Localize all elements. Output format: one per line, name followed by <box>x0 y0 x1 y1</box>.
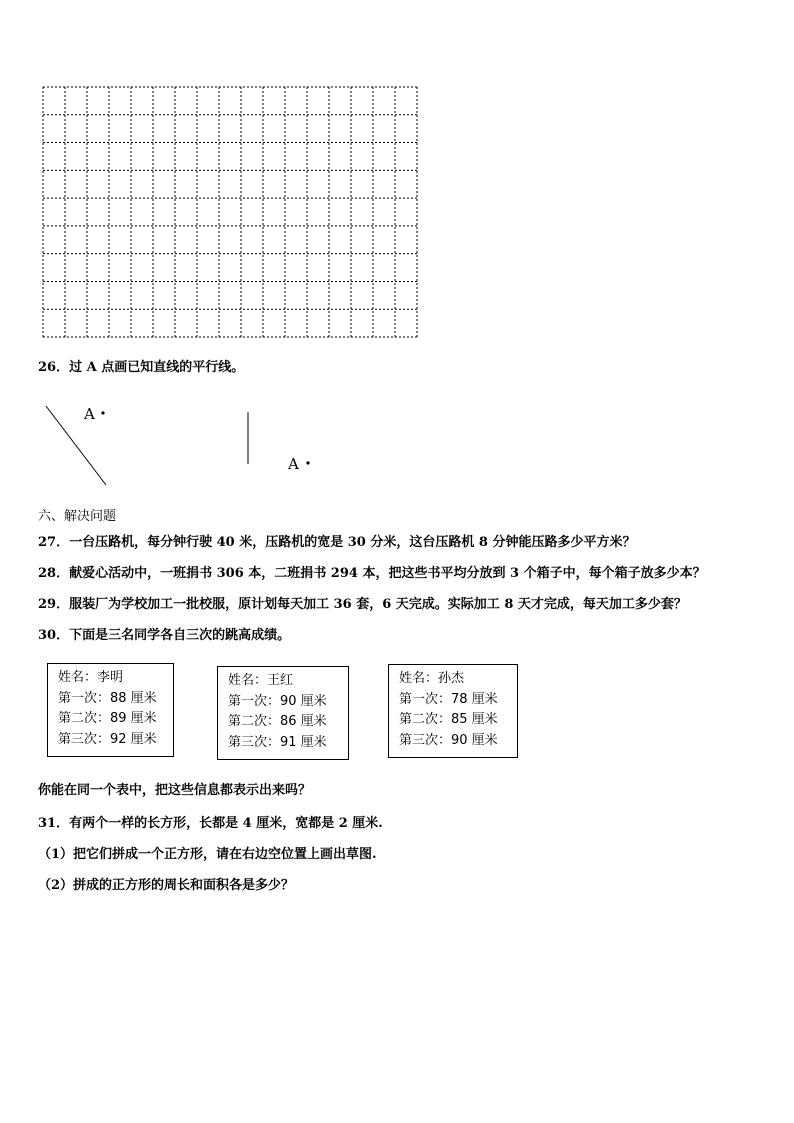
question-30: 30．下面是三名同学各自三次的跳高成绩。 <box>38 628 291 643</box>
score-card-li-ming <box>47 663 174 757</box>
card-name: 姓名：王红 <box>228 673 294 688</box>
point-a-dot-2 <box>306 461 309 464</box>
question-31-part-2: （2）拼成的正方形的周长和面积各是多少？ <box>38 878 295 893</box>
card-line: 第一次：90 厘米 <box>228 693 327 709</box>
question-29: 29．服装厂为学校加工一批校服，原计划每天加工 36 套，6 天完成。实际加工 8 天才完成，每天加工多少套？ <box>38 597 687 612</box>
card-line: 第三次：91 厘米 <box>228 734 327 750</box>
point-a-label-2: A <box>288 455 299 473</box>
score-card-sun-jie <box>388 664 518 758</box>
question-30-followup: 你能在同一个表中，把这些信息都表示出来吗？ <box>38 783 312 798</box>
question-31-part-1: （1）把它们拼成一个正方形，请在右边空位置上画出草图. <box>38 847 377 862</box>
card-name: 姓名：孙杰 <box>399 671 465 686</box>
question-31: 31．有两个一样的长方形，长都是 4 厘米，宽都是 2 厘米. <box>38 816 383 831</box>
slanted-line <box>46 406 106 485</box>
card-line: 第二次：85 厘米 <box>399 712 498 727</box>
card-line: 第一次：88 厘米 <box>58 690 157 706</box>
dotted-grid <box>42 86 418 338</box>
point-a-dot-1 <box>101 411 104 414</box>
card-line: 第三次：92 厘米 <box>58 731 157 747</box>
card-line: 第二次：89 厘米 <box>58 711 157 726</box>
score-card-wang-hong <box>217 666 349 760</box>
card-name: 姓名：李明 <box>58 670 124 685</box>
question-27: 27．一台压路机，每分钟行驶 40 米，压路机的宽是 30 分米，这台压路机 8 分钟能压路多少平方米？ <box>38 535 636 550</box>
question-28: 28．献爱心活动中，一班捐书 306 本，二班捐书 294 本，把这些书平均分放到 3 个箱子中，每个箱子放多少本？ <box>38 566 706 581</box>
point-a-label-1: A <box>84 405 95 423</box>
card-line: 第二次：86 厘米 <box>228 714 327 729</box>
section-title: 六、解决问题 <box>38 509 117 524</box>
question-26: 26．过 A 点画已知直线的平行线。 <box>38 360 245 375</box>
card-line: 第三次：90 厘米 <box>399 732 498 748</box>
card-line: 第一次：78 厘米 <box>399 691 498 707</box>
